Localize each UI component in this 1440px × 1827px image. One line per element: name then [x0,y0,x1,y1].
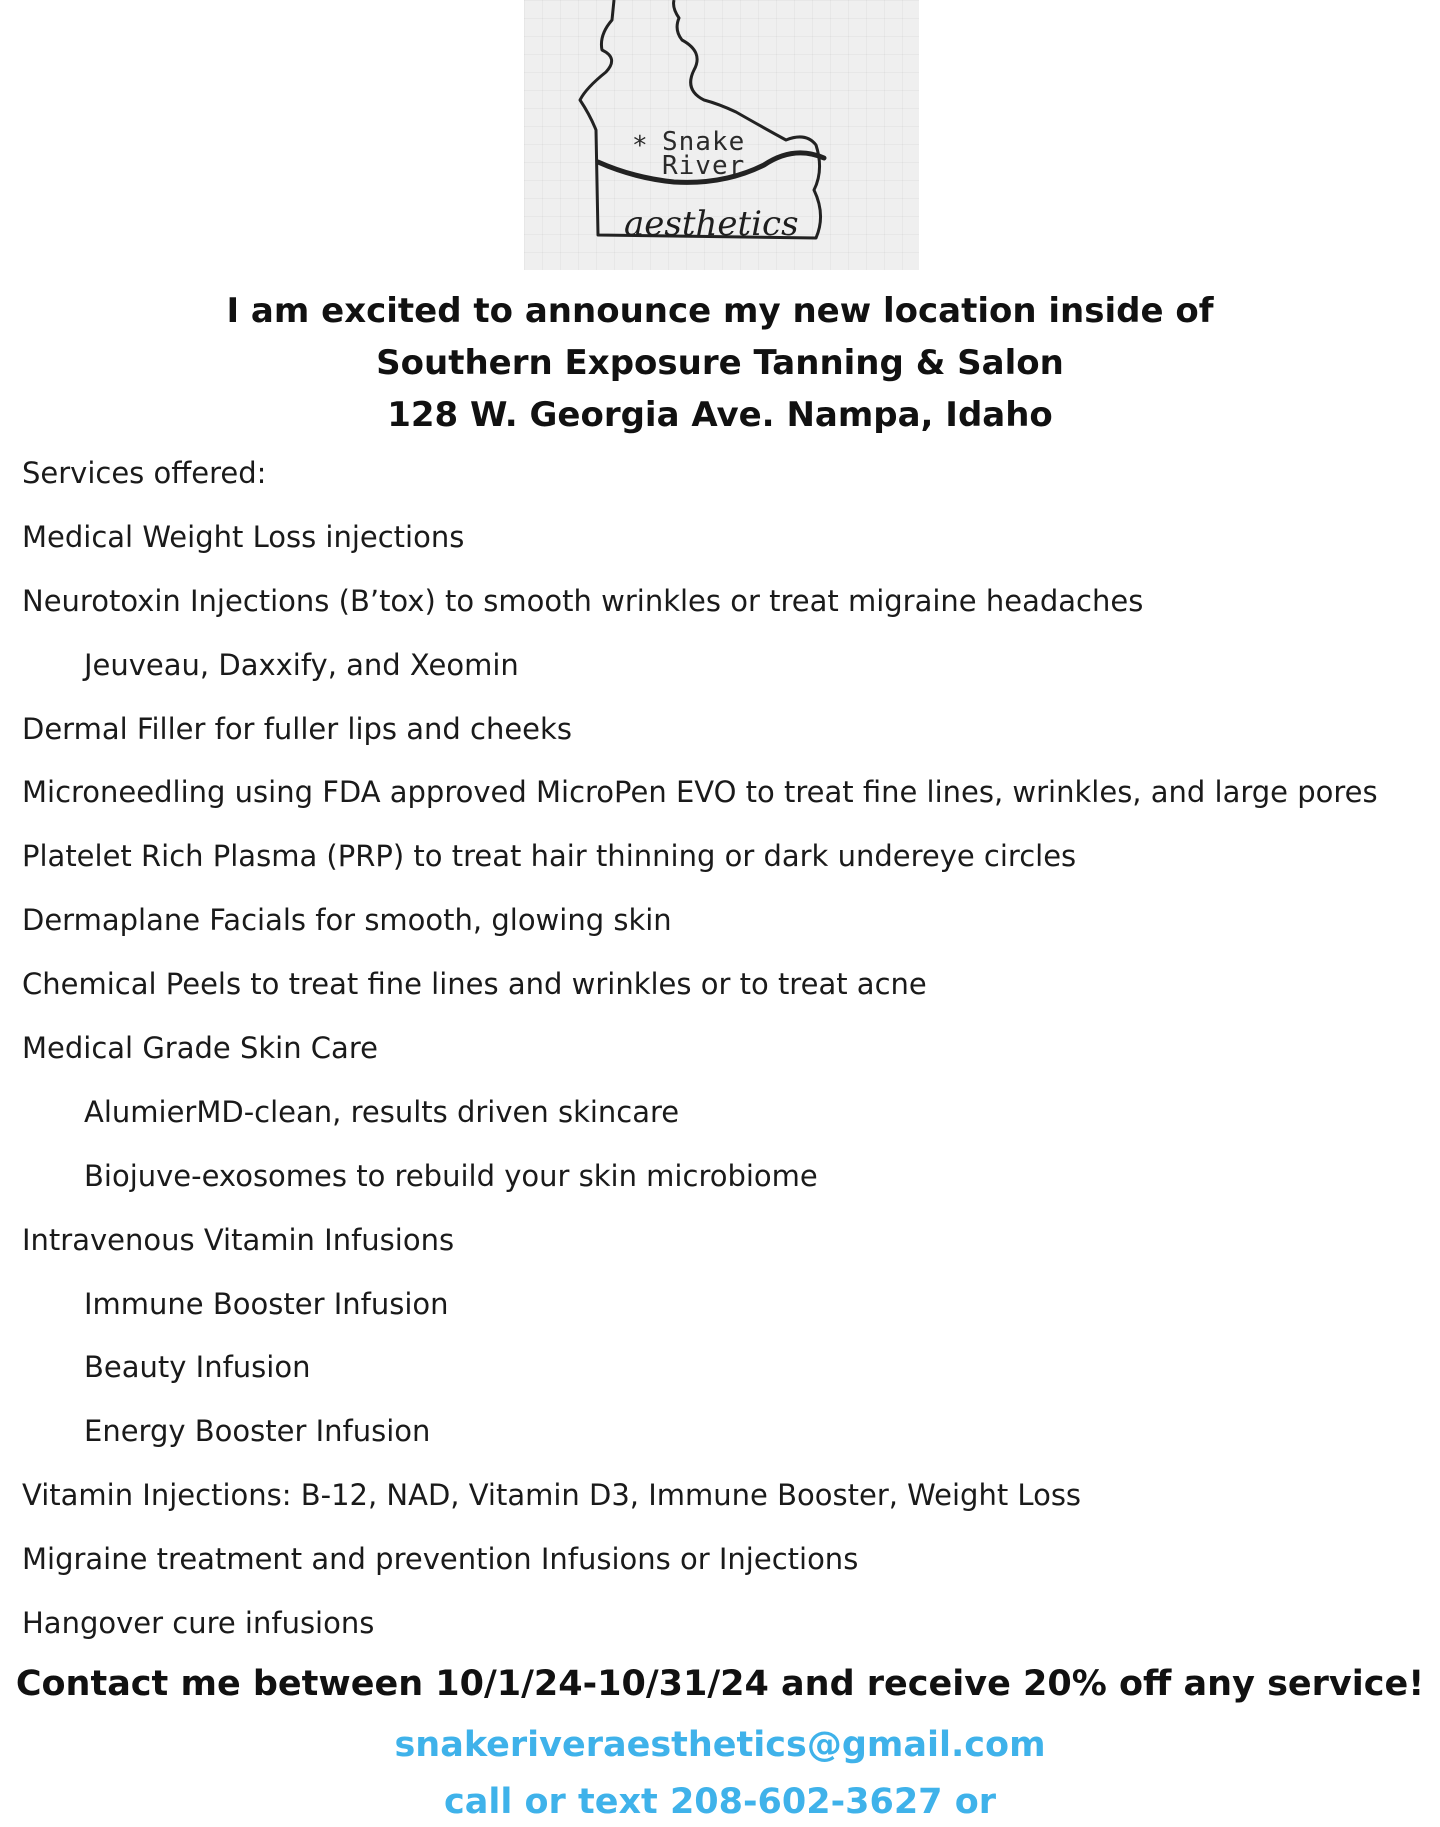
services-list [22,448,1432,1662]
list-item: Jeuveau, Daxxify, and Xeomin [84,647,519,682]
list-item: Energy Booster Infusion [84,1414,431,1449]
announcement-line-3: 128 W. Georgia Ave. Nampa, Idaho [387,395,1053,435]
promo-text: Contact me between 10/1/24-10/31/24 and receive 20% off any service! [15,1664,1425,1704]
list-item: AlumierMD-clean, results driven skincare [84,1094,680,1129]
idaho-map-logo-icon [524,0,919,270]
list-item: Dermal Filler for fuller lips and cheeks [22,711,572,746]
services-heading: Services offered: [22,456,267,490]
phone-line[interactable]: call or text 208-602-3627 or [443,1782,997,1822]
list-item: Microneedling using FDA approved MicroPen EVO to treat fine lines, wrinkles, and large pores [22,775,1378,810]
list-item: Biojuve-exosomes to rebuild your skin microbiome [84,1158,818,1193]
list-item: Hangover cure infusions [22,1606,375,1641]
announcement-line-2: Southern Exposure Tanning & Salon [376,343,1064,383]
list-item: Intravenous Vitamin Infusions [22,1222,455,1257]
logo-word-snake: Snake [662,127,746,157]
list-item: Medical Grade Skin Care [22,1031,378,1066]
list-item: Vitamin Injections: B-12, NAD, Vitamin D3, Immune Booster, Weight Loss [22,1478,1082,1513]
list-item: Immune Booster Infusion [84,1286,449,1321]
announcement [0,285,1440,441]
list-item: Migraine treatment and prevention Infusions or Injections [22,1542,859,1577]
logo-star: * [632,131,649,161]
logo-word-river: River [662,151,746,181]
announcement-line-1: I am excited to announce my new location inside of [226,291,1214,331]
list-item: Medical Weight Loss injections [22,519,465,554]
email-link[interactable]: snakeriveraesthetics@gmail.com [394,1725,1046,1765]
list-item: Beauty Infusion [84,1350,311,1385]
logo-script-aesthetics: aesthetics [624,204,799,244]
list-item: Chemical Peels to treat fine lines and wrinkles or to treat acne [22,967,927,1002]
list-item: Neurotoxin Injections (B’tox) to smooth wrinkles or treat migraine headaches [22,583,1144,618]
logo-snake-river-aesthetics [524,0,919,270]
list-item: Platelet Rich Plasma (PRP) to treat hair thinning or dark undereye circles [22,839,1077,874]
list-item: Dermaplane Facials for smooth, glowing skin [22,903,672,938]
